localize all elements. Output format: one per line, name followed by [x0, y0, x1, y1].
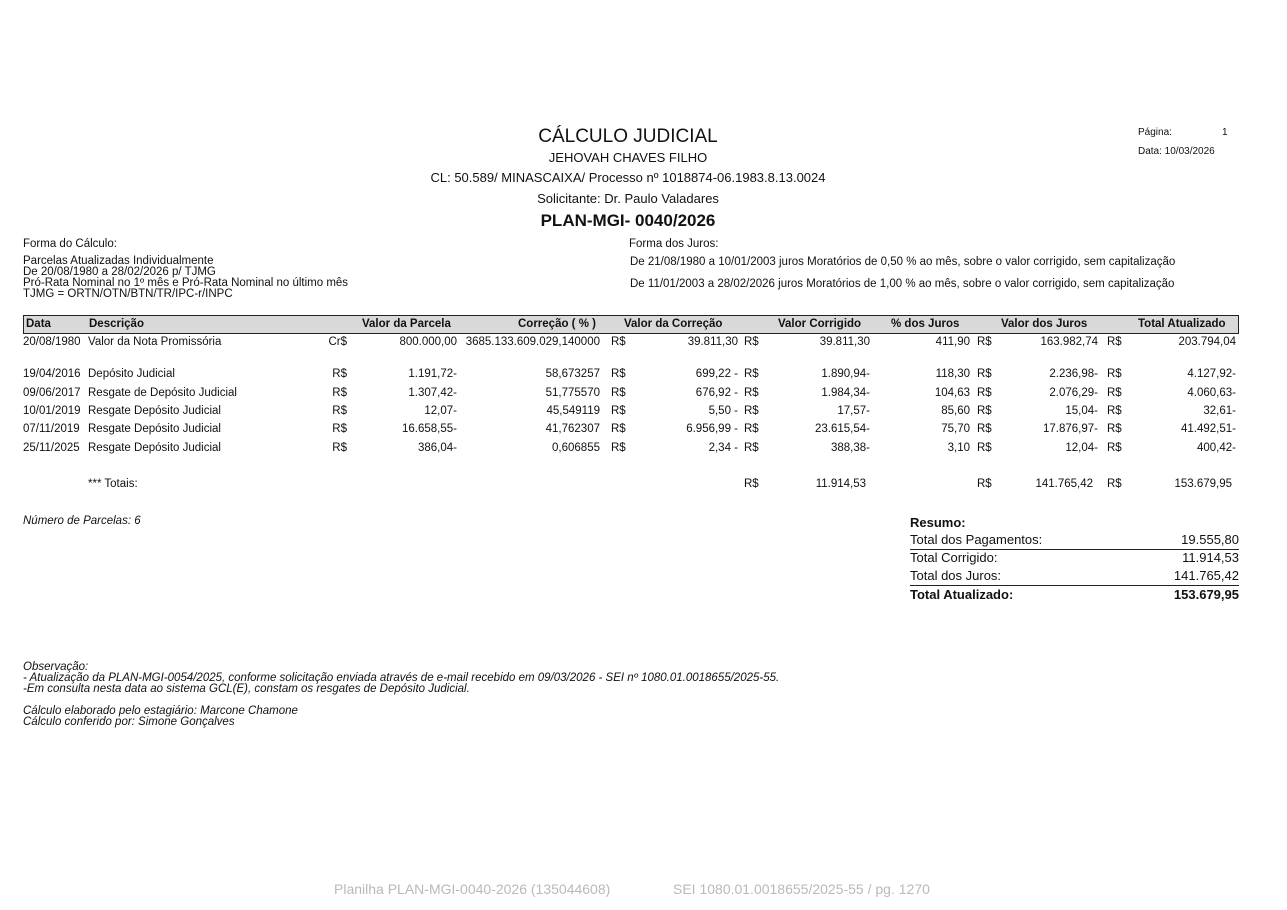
- summary-title: Resumo:: [910, 515, 966, 530]
- requester-line: Solicitante: Dr. Paulo Valadares: [537, 191, 719, 206]
- totals-currency: R$: [744, 478, 759, 490]
- cell-interest-pct: 75,70: [941, 423, 970, 435]
- observation-line: Cálculo conferido por: Simone Gonçalves: [23, 716, 235, 728]
- summary-row-interest: [910, 568, 1239, 586]
- cell-correction-value: 676,92 -: [695, 387, 738, 399]
- cell-currency: R$: [744, 405, 759, 417]
- summary-row-corrected: [910, 550, 1239, 568]
- summary-label: Total dos Pagamentos:: [910, 532, 1043, 547]
- summary-value: 141.765,42: [1173, 568, 1239, 583]
- cell-date: 07/11/2019: [23, 423, 80, 435]
- cell-interest-pct: 85,60: [941, 405, 970, 417]
- cell-installment: 16.658,55-: [402, 423, 457, 435]
- cell-currency: R$: [1107, 368, 1122, 380]
- cell-installment: 1.191,72-: [408, 368, 457, 380]
- cell-total: 4.060,63-: [1187, 387, 1236, 399]
- cell-total: 4.127,92-: [1187, 368, 1236, 380]
- cell-corrected-value: 17,57-: [837, 405, 870, 417]
- summary-row-total: [910, 587, 1239, 605]
- cell-currency: R$: [977, 387, 992, 399]
- cell-currency: R$: [744, 442, 759, 454]
- cell-interest-pct: 104,63: [934, 387, 970, 399]
- cell-currency: R$: [611, 442, 626, 454]
- interest-method-line: De 21/08/1980 a 10/01/2003 juros Moratórios de 0,50 % ao mês, sobre o valor corrigido, sem capitalização: [630, 256, 1176, 268]
- cell-interest-value: 15,04-: [1065, 405, 1098, 417]
- cell-date: 09/06/2017: [23, 387, 81, 399]
- col-header-correction-value: Valor da Correção: [624, 318, 723, 330]
- cell-corrected-value: 23.615,54-: [815, 423, 870, 435]
- col-header-description: Descrição: [89, 318, 144, 330]
- col-header-corrected-value: Valor Corrigido: [778, 318, 862, 330]
- totals-interest: 141.765,42: [1035, 478, 1093, 490]
- cell-description: Valor da Nota Promissória: [88, 336, 222, 348]
- cell-currency: R$: [332, 405, 347, 417]
- summary-value: 11.914,53: [1182, 550, 1239, 565]
- cell-currency: R$: [744, 336, 759, 348]
- cell-currency: R$: [611, 368, 626, 380]
- cell-currency: R$: [1107, 423, 1122, 435]
- cell-description: Resgate de Depósito Judicial: [88, 387, 237, 399]
- col-header-correction-pct: Correção ( % ): [518, 318, 596, 330]
- cell-currency: R$: [611, 405, 626, 417]
- cell-corrected-value: 1.984,34-: [821, 387, 870, 399]
- page-label: Página:: [1138, 127, 1172, 138]
- cell-correction-value: 2,34 -: [708, 442, 738, 454]
- cell-currency: R$: [611, 387, 626, 399]
- cell-correction-pct: 51,775570: [545, 387, 600, 399]
- cell-interest-value: 12,04-: [1065, 442, 1098, 454]
- cell-interest-value: 2.236,98-: [1049, 368, 1098, 380]
- cell-currency: R$: [332, 442, 347, 454]
- page-number: 1: [1222, 127, 1228, 138]
- summary-label: Total Corrigido:: [910, 550, 998, 565]
- cell-installment: 12,07-: [424, 405, 457, 417]
- cell-installment: 800.000,00: [399, 336, 457, 348]
- cell-corrected-value: 388,38-: [830, 442, 870, 454]
- cell-interest-pct: 3,10: [947, 442, 970, 454]
- observation-line: -Em consulta nesta data ao sistema GCL(E), constam os resgates de Depósito Judicial.: [23, 683, 470, 695]
- cell-interest-value: 163.982,74: [1040, 336, 1098, 348]
- cell-correction-value: 699,22 -: [695, 368, 738, 380]
- cell-interest-value: 2.076,29-: [1049, 387, 1098, 399]
- document-title: CÁLCULO JUDICIAL: [538, 126, 718, 147]
- summary-label: Total dos Juros:: [910, 568, 1002, 583]
- cell-description: Resgate Depósito Judicial: [88, 423, 221, 435]
- cell-currency: R$: [744, 387, 759, 399]
- installment-count: Número de Parcelas: 6: [23, 515, 141, 527]
- cell-correction-value: 6.956,99 -: [686, 423, 738, 435]
- observation-line: Cálculo elaborado pelo estagiário: Marcone Chamone: [23, 705, 298, 717]
- cell-currency: R$: [977, 442, 992, 454]
- col-header-interest-pct: % dos Juros: [891, 318, 960, 330]
- cell-currency: R$: [611, 423, 626, 435]
- cell-correction-pct: 3685.133.609.029,140000: [465, 336, 600, 348]
- col-header-date: Data: [26, 318, 51, 330]
- footer-sei-ref: SEI 1080.01.0018655/2025-55 / pg. 1270: [673, 881, 930, 897]
- cell-date: 20/08/1980: [23, 336, 81, 348]
- cell-date: 19/04/2016: [23, 368, 81, 380]
- observation-line: - Atualização da PLAN-MGI-0054/2025, conforme solicitação enviada através de e-mail recebido em 09/03/2026 - SEI nº 1080.01.0018655/2025-55.: [23, 672, 780, 684]
- cell-currency: R$: [1107, 405, 1122, 417]
- cell-date: 25/11/2025: [23, 442, 80, 454]
- col-header-installment: Valor da Parcela: [362, 318, 451, 330]
- cell-description: Resgate Depósito Judicial: [88, 442, 221, 454]
- totals-total: 153.679,95: [1174, 478, 1232, 490]
- cell-total: 203.794,04: [1178, 336, 1236, 348]
- cell-currency: R$: [332, 423, 347, 435]
- cell-currency: R$: [977, 405, 992, 417]
- cell-description: Depósito Judicial: [88, 368, 175, 380]
- summary-label: Total Atualizado:: [910, 587, 1014, 602]
- cell-installment: 386,04-: [417, 442, 457, 454]
- col-header-total: Total Atualizado: [1138, 318, 1226, 330]
- calc-method-line: De 20/08/1980 a 28/02/2026 p/ TJMG: [23, 266, 216, 278]
- cell-date: 10/01/2019: [23, 405, 81, 417]
- cell-correction-pct: 0,606855: [552, 442, 600, 454]
- totals-currency: R$: [1107, 478, 1122, 490]
- cell-total: 400,42-: [1196, 442, 1236, 454]
- cell-description: Resgate Depósito Judicial: [88, 405, 221, 417]
- calc-method-line: Parcelas Atualizadas Individualmente: [23, 255, 214, 267]
- interest-method-line: De 11/01/2003 a 28/02/2026 juros Moratórios de 1,00 % ao mês, sobre o valor corrigido, sem capitalização: [630, 278, 1175, 290]
- summary-row-payments: [910, 532, 1239, 550]
- totals-corrected: 11.914,53: [815, 478, 866, 490]
- table-header: [23, 315, 1239, 334]
- footer-spreadsheet-ref: Planilha PLAN-MGI-0040-2026 (135044608): [334, 881, 611, 897]
- cell-corrected-value: 1.890,94-: [821, 368, 870, 380]
- cell-currency: R$: [744, 423, 759, 435]
- cell-currency: R$: [977, 368, 992, 380]
- cell-correction-value: 39.811,30: [687, 336, 738, 348]
- totals-currency: R$: [977, 478, 992, 490]
- interest-method-label: Forma dos Juros:: [629, 238, 719, 250]
- cell-interest-pct: 411,90: [935, 336, 970, 348]
- calc-method-lines: [23, 256, 348, 300]
- cell-total: 32,61-: [1203, 405, 1236, 417]
- cell-currency: Cr$: [328, 336, 347, 348]
- totals-label: *** Totais:: [88, 478, 138, 490]
- plan-number: PLAN-MGI- 0040/2026: [540, 211, 716, 230]
- observation-line: Observação:: [23, 661, 89, 673]
- cell-total: 41.492,51-: [1181, 423, 1236, 435]
- cell-currency: R$: [977, 423, 992, 435]
- cell-corrected-value: 39.811,30: [819, 336, 870, 348]
- cell-interest-value: 17.876,97-: [1043, 423, 1098, 435]
- document-date: Data: 10/03/2026: [1138, 146, 1215, 157]
- summary-value: 153.679,95: [1173, 587, 1239, 602]
- cell-interest-pct: 118,30: [935, 368, 970, 380]
- calc-method-line: TJMG = ORTN/OTN/BTN/TR/IPC-r/INPC: [23, 288, 233, 300]
- client-name: JEHOVAH CHAVES FILHO: [548, 150, 708, 165]
- cell-correction-pct: 58,673257: [545, 368, 600, 380]
- cell-correction-pct: 45,549119: [546, 405, 600, 417]
- observation-block: [23, 662, 779, 728]
- summary-value: 19.555,80: [1181, 532, 1239, 547]
- cell-currency: R$: [332, 387, 347, 399]
- col-header-interest-value: Valor dos Juros: [1001, 318, 1088, 330]
- cell-currency: R$: [332, 368, 347, 380]
- cell-installment: 1.307,42-: [408, 387, 457, 399]
- calc-method-line: Pró-Rata Nominal no 1º mês e Pró-Rata Nominal no último mês: [23, 277, 349, 289]
- cell-currency: R$: [1107, 336, 1122, 348]
- cell-correction-pct: 41,762307: [545, 423, 600, 435]
- cell-currency: R$: [1107, 442, 1122, 454]
- cell-currency: R$: [611, 336, 626, 348]
- cell-currency: R$: [1107, 387, 1122, 399]
- process-line: CL: 50.589/ MINASCAIXA/ Processo nº 1018874-06.1983.8.13.0024: [430, 170, 826, 185]
- cell-currency: R$: [744, 368, 759, 380]
- cell-currency: R$: [977, 336, 992, 348]
- calc-method-label: Forma do Cálculo:: [23, 238, 117, 250]
- cell-correction-value: 5,50 -: [708, 405, 738, 417]
